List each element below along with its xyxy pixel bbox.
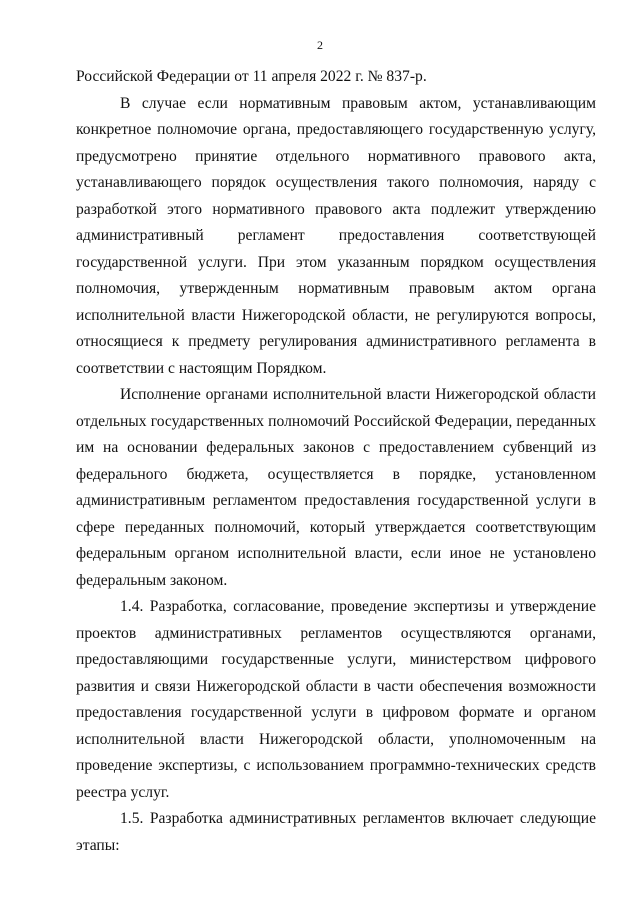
paragraph-section-1-4: 1.4. Разработка, согласование, проведение экспертизы и утверждение проектов административных регламентов осуществляются органами, предоставляющими государственные услуги, министерством цифрового развития и связи Нижегородской области в части обеспечения возможности предоставления государственной услуги в цифровом формате и органом исполнительной власти Нижегородской области, уполномоченным на проведение экспертизы, с использованием программно-технических средств реестра услуг. [76,598,596,801]
page-number: 2 [317,38,323,52]
paragraph-continuation: Российской Федерации от 11 апреля 2022 г. № 837-р. [76,68,427,85]
paragraph-federal-powers: Исполнение органами исполнительной власти Нижегородской области отдельных государственных полномочий Российской Федерации, переданных им на основании федеральных законов с предоставлением субвенций из федерального бюджета, осуществляется в порядке, установленном административным регламентом предоставления государственной услуги в сфере переданных полномочий, который утверждается соответствующим федеральным органом исполнительной власти, если иное не установлено федеральным законом. [76,386,596,589]
paragraph-regulation-approval: В случае если нормативным правовым актом, устанавливающим конкретное полномочие органа, предоставляющего государственную услугу, предусмотрено принятие отдельного нормативного правового акта, устанавливающего порядок осуществления такого полномочия, наряду с разработкой этого нормативного правового акта подлежит утверждению административный регламент предоставления соответствующей государственной услуги. При этом указанным порядком осуществления полномочия, утвержденным нормативным правовым актом органа исполнительной власти Нижегородской области, не регулируются вопросы, относящиеся к предмету регулирования административного регламента в соответствии с настоящим Порядком. [76,94,596,377]
document-body [76,64,596,859]
paragraph-section-1-5: 1.5. Разработка административных регламентов включает следующие этапы: [76,810,596,854]
